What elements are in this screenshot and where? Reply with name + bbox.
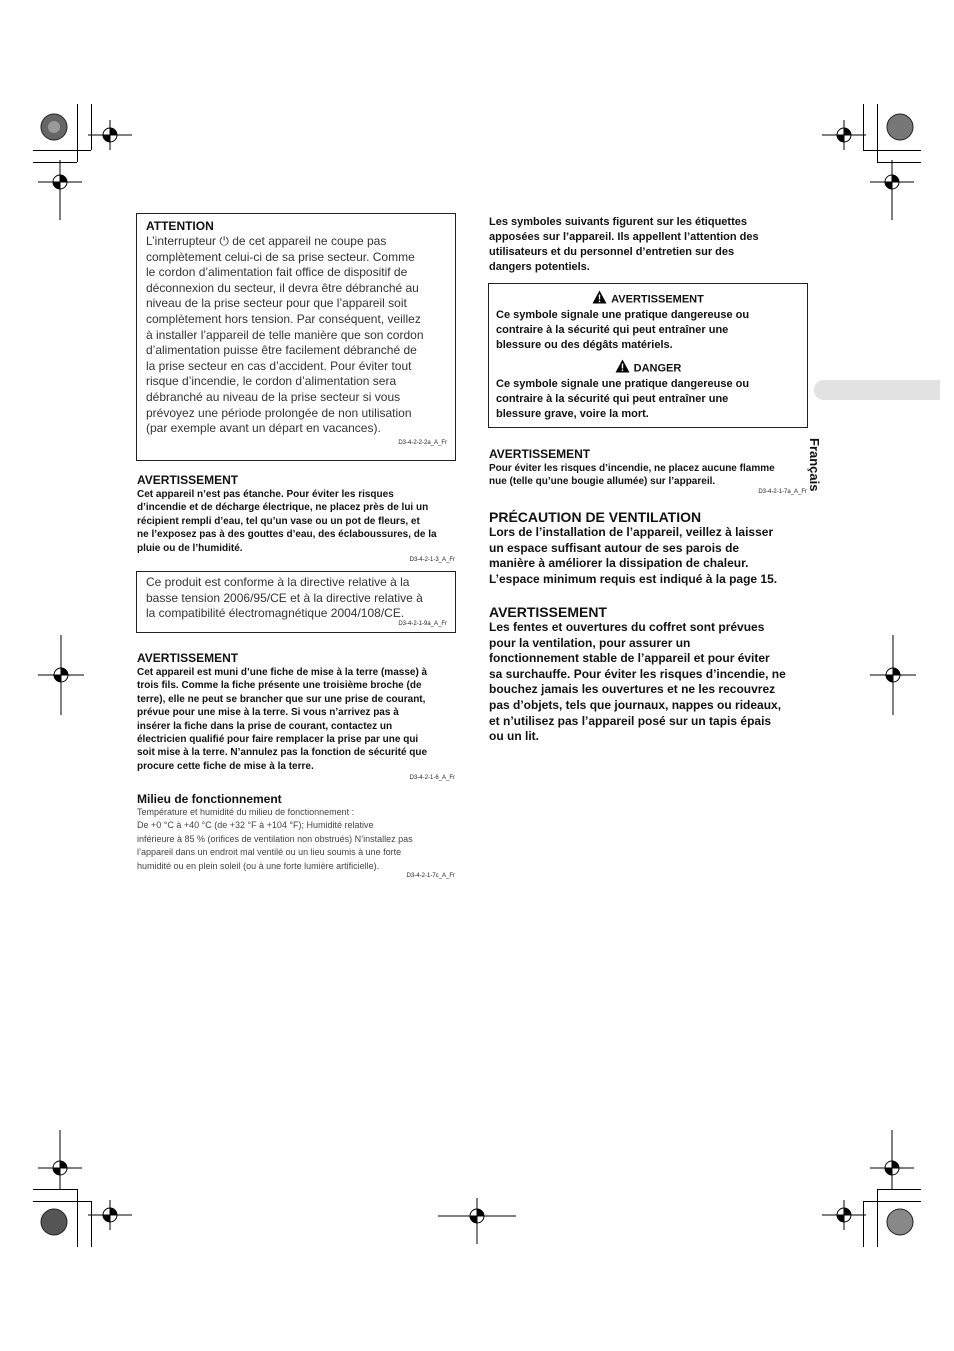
warning-flame-body: Pour éviter les risques d’incendie, ne placez aucune flamme nue (telle qu’une bougie allumée) sur l’appareil.	[489, 463, 775, 488]
color-target-icon	[40, 1208, 68, 1236]
crosshair-icon	[88, 120, 132, 150]
warning-ground-title: AVERTISSEMENT	[137, 651, 239, 665]
warning-water-section	[137, 473, 457, 563]
warning-openings-section	[489, 604, 809, 745]
danger-label: DANGER	[633, 362, 682, 375]
ventilation-body: Lors de l’installation de l’appareil, veillez à laisser un espace suffisant autour de ses parois de manière à améliorer la dissipation de chaleur. L’espace minimum requis est indiqué à la page 15.	[489, 525, 778, 586]
danger-triangle-icon	[615, 359, 630, 378]
warning-ground-section	[137, 651, 457, 781]
warning-triangle-icon	[592, 290, 607, 309]
crosshair-icon	[38, 160, 82, 220]
warning-ground-body: Cet appareil est muni d’une fiche de mise à la terre (masse) à trois fils. Comme la fiche présente une troisième broche (de terre), elle ne peut se brancher que sur une prise de courant, prévue pour une mise à la terre. Si vous n’arrivez pas à insérer la fiche dans la prise de courant, contactez un électricien qualifié pour faire remplacer la prise par une qui soit mise à la terre. N’annulez pas la fonction de sécurité que procure cette fiche de mise à la terre.	[137, 667, 428, 772]
crosshair-icon	[870, 160, 914, 220]
environment-title: Milieu de fonctionnement	[137, 792, 282, 806]
symbols-box	[488, 283, 808, 428]
crosshair-icon	[88, 1200, 132, 1230]
warning-openings-body: Les fentes et ouvertures du coffret sont prévues pour la ventilation, pour assurer un fonctionnement stable de l’appareil et pour éviter sa surchauffe. Pour éviter les risques d’incendie, ne bouchez jamais les ouvertures et ne les recouvrez pas d’objets, tels que journaux, nappes ou rideaux, et n’utilisez pas l’appareil posé sur un tapis épais ou un lit.	[489, 620, 786, 744]
language-label: Français	[807, 438, 822, 492]
danger-desc: Ce symbole signale une pratique dangereuse ou contraire à la sécurité qui peut entraîner une blessure grave, voire la mort.	[496, 378, 750, 420]
environment-body: Température et humidité du milieu de fonctionnement : De +0 °C à +40 °C (de +32 °F à +104 °F); Humidité relative inférieure à 85 % (orifices de ventilation non obstrués) N’installez pas l’appareil dans un endroit mal ventilé ou un lieu soumis à une forte humidité ou en plein soleil (ou à une forte lumière artificielle).	[137, 807, 413, 871]
crosshair-icon	[438, 1198, 516, 1244]
warning-ground-code: D3-4-2-1-6_A_Fr	[409, 775, 455, 782]
warning-flame-section	[489, 447, 809, 495]
avertissement-label: AVERTISSEMENT	[611, 293, 704, 306]
warning-openings-title: AVERTISSEMENT	[489, 604, 607, 620]
avertissement-desc: Ce symbole signale une pratique dangereuse ou contraire à la sécurité qui peut entraîner une blessure ou des dégâts matériels.	[496, 309, 750, 351]
language-tab	[814, 380, 940, 400]
environment-section	[137, 792, 457, 879]
symbols-intro: Les symboles suivants figurent sur les étiquettes apposées sur l’appareil. Ils appellent l’attention des utilisateurs et du personnel d’entretien sur des dangers potentiels.	[489, 216, 759, 273]
color-target-icon	[40, 113, 68, 141]
crosshair-icon	[822, 1200, 866, 1230]
color-target-icon	[886, 113, 914, 141]
crosshair-icon	[870, 1130, 914, 1190]
attention-code: D3-4-2-2-2a_A_Fr	[398, 440, 447, 446]
conformity-box: Ce produit est conforme à la directive relative à la basse tension 2006/95/CE et à la directive relative à la compatibilité électromagnétique 2004/108/CE. D3-4-2-1-9a_A_Fr	[136, 571, 456, 633]
color-target-icon	[886, 1208, 914, 1236]
attention-title: ATTENTION	[146, 219, 214, 233]
ventilation-title: PRÉCAUTION DE VENTILATION	[489, 509, 702, 525]
warning-water-body: Cet appareil n’est pas étanche. Pour éviter les risques d’incendie et de décharge électrique, ne placez près de lui un récipient rempli d’eau, tel qu’un vase ou un pot de fleurs, et ne l’exposez pas à des gouttes d’eau, des éclaboussures, de la pluie ou de l’humidité.	[137, 489, 437, 554]
warning-flame-code: D3-4-2-1-7a_A_Fr	[758, 488, 807, 495]
crosshair-icon	[870, 635, 916, 715]
crosshair-icon	[38, 635, 84, 715]
crosshair-icon	[822, 120, 866, 150]
warning-water-code: D3-4-2-1-3_A_Fr	[409, 557, 455, 564]
environment-code: D3-4-2-1-7c_A_Fr	[406, 873, 455, 880]
attention-box	[136, 213, 456, 461]
warning-water-title: AVERTISSEMENT	[137, 473, 239, 487]
warning-flame-title: AVERTISSEMENT	[489, 447, 591, 461]
ventilation-section	[489, 509, 809, 587]
attention-body: L’interrupteur ⏻ de cet appareil ne coupe pas complètement celui-ci de sa prise secteur. Comme le cordon d’alimentation fait office de dispositif de déconnexion du secteur, il devra être débranché au niveau de la prise secteur pour que l’appareil soit complètement hors tension. Par conséquent, veillez à installer l’appareil de telle manière que son cordon d’alimentation puisse être facilement débranché de la prise secteur en cas d’accident. Pour éviter tout risque d’incendie, le cordon d’alimentation sera débranché au niveau de la prise secteur si vous prévoyez une période prolongée de non utilisation (par exemple avant un départ en vacances).	[146, 234, 424, 436]
crosshair-icon	[38, 1130, 82, 1190]
conformity-code: D3-4-2-1-9a_A_Fr	[398, 621, 447, 627]
